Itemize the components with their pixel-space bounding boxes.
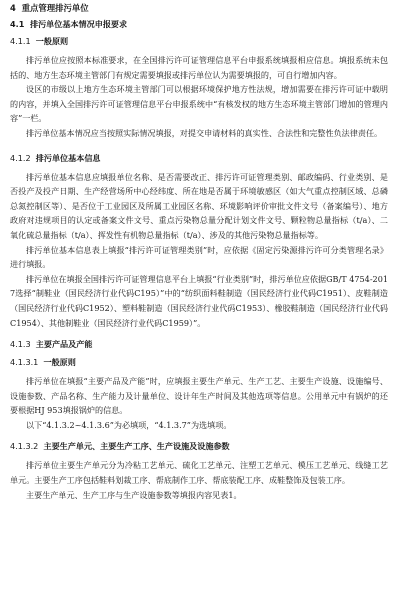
heading-4-1-3-2 xyxy=(10,440,388,452)
heading-4-1-3 xyxy=(10,338,388,350)
paragraph-4-1-1-b: 设区的市级以上地方生态环境主管部门可以根据环境保护地方性法规，增加需要在排污许可证中载明的内容，并填入全国排污许可证管理信息平台申报系统中“有核发权的地方生态环境主管部门增加的管理内容”一栏。 xyxy=(10,84,388,124)
heading-4-1-3-1 xyxy=(10,356,388,368)
heading-4-1-2-number: 4.1.2 xyxy=(10,152,31,163)
heading-4-1-1-title: 一般原则 xyxy=(35,36,69,46)
heading-4-1-3-1-number: 4.1.3.1 xyxy=(10,357,39,368)
paragraph-4-1-2-b: 排污单位基本信息表上填报“排污许可证管理类别”时，应依据《固定污染源排污许可分类管理名录》进行填报。 xyxy=(10,244,388,270)
paragraph-4-1-3-1-b: 以下“4.1.3.2~4.1.3.6”为必填项，“4.1.3.7”为选填项。 xyxy=(26,419,232,430)
heading-4-1-3-1-title: 一般原则 xyxy=(43,357,76,368)
paragraph-4-1-3-1-a: 排污单位在填报“主要产品及产能”时，应填报主要生产单元、生产工艺、主要生产设施、设施编号、设施参数、产品名称、生产能力及计量单位、设计年生产时间及其他选项等信息。公用单元中有锅炉的还要根据HJ 953填报锅炉的信息。 xyxy=(10,376,388,416)
paragraph-4-1-2-a: 排污单位基本信息应填报单位名称、是否需要改正、排污许可证管理类别、邮政编码、行业类别、是否投产及投产日期、生产经营场所中心经纬度、所在地是否属于环境敏感区（如大气重点控制区域、总磷总氮控制区等）、是否位于工业园区及所属工业园区名称、环境影响评价审批文件文号（备案编号）、地方政府对违规项目的认定或备案文件文号、重点污染物总量分配计划文件文号、颗粒物总量指标（t/a）、二氧化硫总量指标（t/a）、挥发性有机物总量指标（t/a）、涉及的其他污染物总量指标等。 xyxy=(10,171,388,240)
heading-4-1-number: 4.1 xyxy=(10,19,25,29)
heading-4-1-3-2-number: 4.1.3.2 xyxy=(10,441,39,452)
heading-4-1 xyxy=(10,18,388,30)
heading-4-title: 重点管理排污单位 xyxy=(21,3,89,13)
heading-4 xyxy=(10,2,388,14)
paragraph-4-1-2-c: 排污单位在填报全国排污许可证管理信息平台上填报“行业类别”时，排污单位应依据GB/T 4754-2017选择“制鞋业（国民经济行业代码C195）”中的“纺织面料鞋制造（国民经济行业代码C1951）、皮鞋制造（国民经济行业代码C1952）、塑料鞋制造（国民经济行业代码C1953）、橡胶鞋制造（国民经济行业代码C1954）、其他制鞋业（国民经济行业代码C1959）”。 xyxy=(10,273,388,328)
heading-4-1-1 xyxy=(10,35,388,47)
heading-4-1-title: 排污单位基本情况申报要求 xyxy=(29,19,128,29)
heading-4-1-1-number: 4.1.1 xyxy=(10,36,31,46)
heading-4-1-2 xyxy=(10,152,388,164)
heading-4-1-3-2-title: 主要生产单元、主要生产工序、生产设施及设施参数 xyxy=(43,441,230,452)
heading-4-1-3-title: 主要产品及产能 xyxy=(35,339,93,350)
paragraph-4-1-3-2-a: 排污单位主要生产单元分为冷粘工艺单元、硫化工艺单元、注塑工艺单元、模压工艺单元、线缝工艺单元。主要生产工序包括鞋料划裁工序、帮底制作工序、帮底装配工序、成鞋整饰及包装工序。 xyxy=(10,460,388,486)
paragraph-4-1-3-2-b: 主要生产单元、生产工序与生产设施参数等填报内容见表1。 xyxy=(26,489,242,500)
paragraph-4-1-1-a: 排污单位应按照本标准要求，在全国排污许可证管理信息平台申报系统填报相应信息。填报系统未包括的、地方生态环境主管部门有规定需要填报或排污单位认为需要填报的，可自行增加内容。 xyxy=(10,55,388,80)
heading-4-1-2-title: 排污单位基本信息 xyxy=(35,152,101,163)
heading-4-1-3-number: 4.1.3 xyxy=(10,339,31,350)
paragraph-4-1-1-c: 排污单位基本情况应当按照实际情况填报，对提交申请材料的真实性、合法性和完整性负法律责任。 xyxy=(26,127,383,138)
heading-4-number: 4 xyxy=(10,3,16,13)
